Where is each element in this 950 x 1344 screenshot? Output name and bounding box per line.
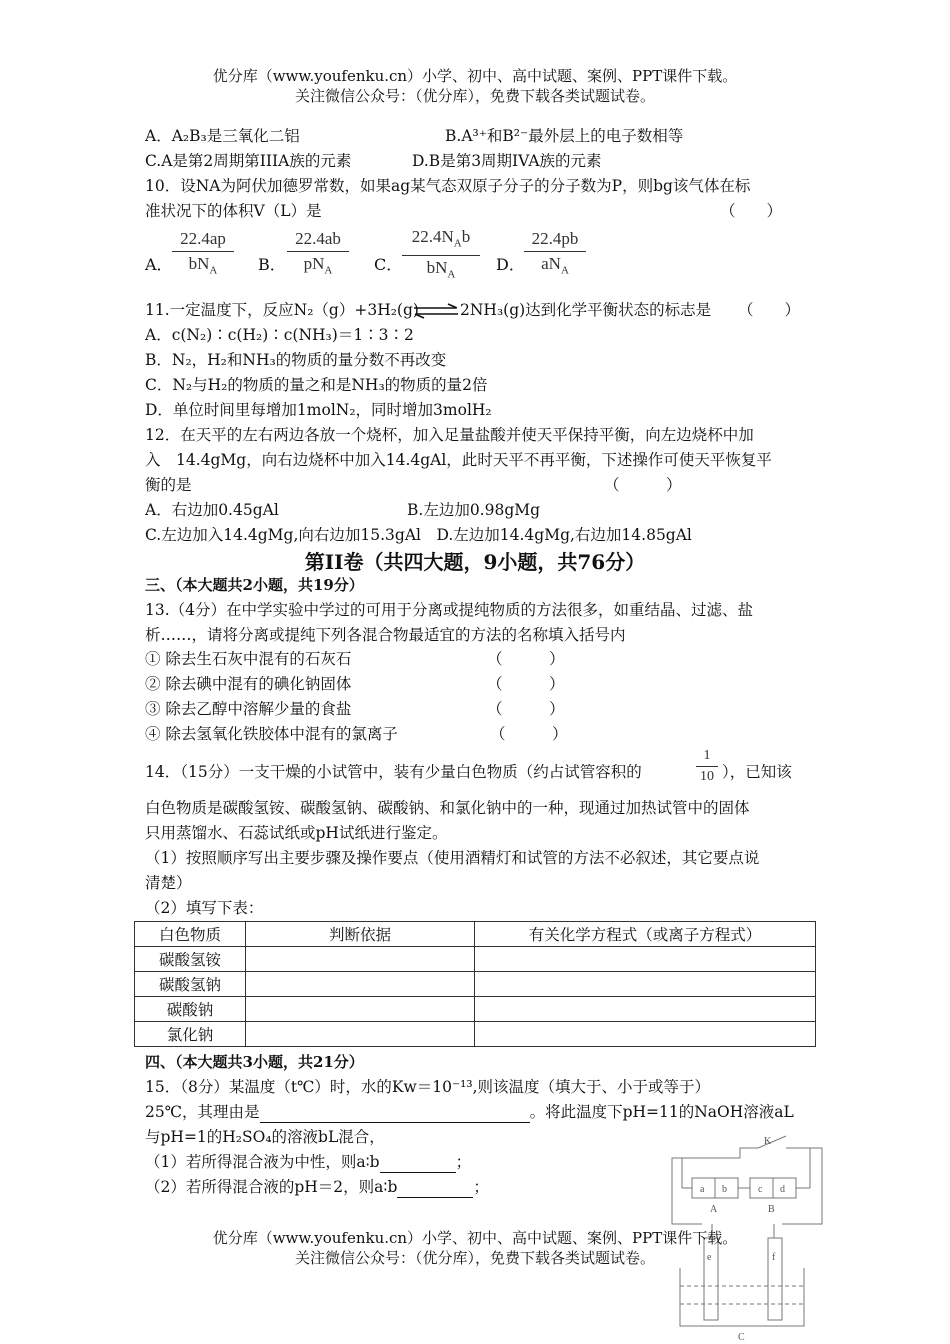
section-4-title: 四、（本大题共3小题，共21分）: [145, 1053, 364, 1071]
q12-option-a: A．右边加0.45gAl: [145, 501, 279, 519]
q10-c-denominator-sub: A: [447, 268, 456, 281]
header-line-1: 优分库（www.youfenku.cn）小学、初中、高中试题、案例、PPT课件下载。: [212, 67, 738, 85]
section-3-title: 三、（本大题共2小题，共19分）: [145, 576, 364, 594]
table-row: [135, 997, 816, 1022]
q15-sub-2: [145, 1176, 489, 1198]
q15-sub-2-semicolon: ；: [473, 1178, 489, 1196]
q12-stem-line-3: 衡的是: [145, 476, 192, 494]
q11-option-a: A．c(N₂)∶c(H₂)∶c(NH₃)＝1∶3∶2: [145, 326, 414, 344]
q15-sub-1-blank[interactable]: [380, 1154, 456, 1173]
table-cell-substance: 氯化钠: [135, 1022, 246, 1047]
table-cell-substance: 碳酸氢钠: [135, 972, 246, 997]
q10-c-numerator-sub: A: [453, 237, 462, 250]
q14-sub-2: （2）填写下表：: [145, 899, 264, 917]
q13-item-2: ② 除去碘中混有的碘化钠固体: [145, 675, 352, 693]
q10-stem-line-2: 准状况下的体积V（L）是: [145, 202, 322, 220]
q9-option-d: D.B是第3周期IVA族的元素: [412, 152, 602, 170]
q14-fraction: [696, 748, 718, 785]
table-cell-basis[interactable]: [246, 997, 475, 1022]
q14-stem-line-1b: ），已知该: [722, 763, 792, 781]
diagram-label-cell-a: A: [710, 1204, 718, 1215]
q12-answer-paren: （ ）: [604, 476, 682, 494]
q10-a-denominator-sub: A: [209, 264, 218, 277]
q12-option-cd: C.左边加入14.4gMg,向右边加15.3gAl D.左边加14.4gMg,右边加14.85gAl: [145, 526, 692, 544]
table-cell-basis[interactable]: [246, 972, 475, 997]
table-header-basis: 判断依据: [246, 922, 475, 947]
q15-sub-2-blank[interactable]: [397, 1179, 473, 1198]
q14-fraction-numerator: 1: [703, 748, 711, 763]
diagram-label-a: a: [700, 1184, 705, 1195]
q10-label-b: B．: [258, 255, 286, 274]
q11-stem-part-1: 11.一定温度下，反应N₂（g）+3H₂(g): [145, 301, 419, 319]
part-2-title: 第II卷（共四大题，9小题，共76分）: [304, 550, 646, 574]
q10-label-d: D．: [496, 255, 525, 274]
q9-option-a: A．A₂B₃是三氧化二铝: [145, 127, 300, 145]
q10-b-denominator: pN: [303, 254, 325, 273]
q13-stem-line-2: 析……，请将分离或提纯下列各混合物最适宜的方法的名称填入括号内: [145, 626, 626, 644]
table-cell-basis[interactable]: [246, 1022, 475, 1047]
table-row: [135, 972, 816, 997]
q14-sub-1-line-2: 清楚）: [145, 874, 192, 892]
diagram-label-beaker-c: C: [738, 1332, 745, 1343]
table-cell-equation[interactable]: [475, 1022, 816, 1047]
diagram-label-d: d: [780, 1184, 785, 1195]
q13-item-1-paren: （ ）: [487, 650, 565, 668]
q15-stem-line-2b: 。将此温度下pH=11的NaOH溶液aL: [529, 1103, 794, 1121]
q13-item-3: ③ 除去乙醇中溶解少量的食盐: [145, 700, 352, 718]
header-line-2: 关注微信公众号：（优分库），免费下载各类试题试卷。: [294, 87, 655, 105]
q12-option-b: B.左边加0.98gMg: [407, 501, 541, 519]
q14-answer-table: [134, 921, 816, 1047]
q15-stem-line-3: 与pH=1的H₂SO₄的溶液bL混合，: [145, 1128, 385, 1146]
q10-d-denominator-sub: A: [560, 264, 569, 277]
q15-sub-1: [145, 1151, 471, 1173]
q10-b-numerator: 22.4ab: [295, 229, 341, 248]
table-cell-substance: 碳酸氢铵: [135, 947, 246, 972]
footer-line-2: 关注微信公众号：（优分库），免费下载各类试题试卷。: [294, 1249, 655, 1267]
q11-option-c: C．N₂与H₂的物质的量之和是NH₃的物质的量2倍: [145, 376, 488, 394]
q11-option-b: B．N₂，H₂和NH₃的物质的量分数不再改变: [145, 351, 447, 369]
q13-item-4: ④ 除去氢氧化铁胶体中混有的氯离子: [145, 725, 398, 743]
q10-a-numerator: 22.4ap: [180, 229, 226, 248]
q14-stem-line-3: 只用蒸馏水、石蕊试纸或pH试纸进行鉴定。: [145, 824, 448, 842]
diagram-label-e: e: [707, 1252, 712, 1263]
q10-stem-line-1: 10．设NA为阿伏加德罗常数，如果ag某气态双原子分子的分子数为P，则bg该气体在标: [145, 177, 751, 195]
q13-stem-line-1: 13.（4分）在中学实验中学过的可用于分离或提纯物质的方法很多，如重结晶、过滤、盐: [145, 601, 754, 619]
table-header-equation: 有关化学方程式（或离子方程式）: [475, 922, 816, 947]
q14-fraction-denominator: 10: [700, 769, 714, 784]
q10-fraction-d: [524, 229, 586, 280]
q13-item-2-paren: （ ）: [487, 675, 565, 693]
q10-d-denominator: aN: [541, 254, 561, 273]
q10-a-denominator: bN: [188, 254, 210, 273]
q13-item-1: ① 除去生石灰中混有的石灰石: [145, 650, 352, 668]
q10-answer-paren: （ ）: [720, 202, 783, 220]
q15-stem-line-2: [145, 1101, 794, 1123]
diagram-label-cell-b: B: [768, 1204, 775, 1215]
q15-sub-1-semicolon: ；: [455, 1153, 472, 1171]
q12-stem-line-2: 入 14.4gMg，向右边烧杯中加入14.4gAl，此时天平不再平衡，下述操作可使天平恢复平: [145, 451, 772, 469]
table-cell-equation[interactable]: [475, 947, 816, 972]
q10-fraction-c: [402, 227, 480, 285]
table-cell-substance: 碳酸钠: [135, 997, 246, 1022]
table-row: [135, 1022, 816, 1047]
q10-fraction-a: [172, 229, 234, 280]
q14-sub-1-line-1: （1）按照顺序写出主要步骤及操作要点（使用酒精灯和试管的方法不必叙述，其它要点说: [145, 849, 760, 867]
q10-c-numerator: 22.4N: [411, 227, 454, 246]
q15-reason-blank[interactable]: [260, 1104, 530, 1123]
q10-d-numerator: 22.4pb: [531, 229, 579, 248]
diagram-label-b: b: [722, 1184, 727, 1195]
q10-c-denominator: bN: [426, 258, 448, 278]
footer-line-1: 优分库（www.youfenku.cn）小学、初中、高中试题、案例、PPT课件下载。: [212, 1229, 738, 1247]
q15-stem-line-1: 15．（8分）某温度（t℃）时，水的Kw＝10⁻¹³,则该温度（填大于、小于或等于）: [145, 1078, 711, 1096]
q12-stem-line-1: 12．在天平的左右两边各放一个烧杯，加入足量盐酸并使天平保持平衡，向左边烧杯中加: [145, 426, 754, 444]
table-row: [135, 947, 816, 972]
q13-item-4-paren: （ ）: [490, 725, 568, 743]
q11-answer-paren: （ ）: [738, 301, 801, 319]
q10-b-denominator-sub: A: [324, 264, 333, 277]
q10-fraction-b: [287, 229, 349, 280]
diagram-label-k: K: [764, 1136, 772, 1147]
table-cell-basis[interactable]: [246, 947, 475, 972]
q15-sub-2-text: （2）若所得混合液的pH＝2，则a∶b: [145, 1178, 398, 1196]
q10-label-c: C．: [374, 255, 403, 274]
q11-option-d: D．单位时间里每增加1molN₂，同时增加3molH₂: [145, 401, 492, 419]
table-header-substance: 白色物质: [135, 922, 246, 947]
equilibrium-arrow-icon: [412, 303, 460, 319]
diagram-label-f: f: [772, 1252, 776, 1263]
q14-stem-line-2: 白色物质是碳酸氢铵、碳酸氢钠、碳酸钠、和氯化钠中的一种，现通过加热试管中的固体: [145, 799, 750, 817]
q11-stem-part-2: 2NH₃(g)达到化学平衡状态的标志是: [460, 301, 712, 319]
table-cell-equation[interactable]: [475, 997, 816, 1022]
q9-option-b: B.A³⁺和B²⁻最外层上的电子数相等: [445, 127, 684, 145]
table-cell-equation[interactable]: [475, 972, 816, 997]
diagram-label-c: c: [758, 1184, 763, 1195]
q10-label-a: A．: [145, 255, 173, 274]
q15-sub-1-text: （1）若所得混合液为中性，则a∶b: [145, 1153, 380, 1171]
q9-option-c: C.A是第2周期第IIIA族的元素: [145, 152, 352, 170]
q14-stem-line-1a: 14．（15分）一支干燥的小试管中，装有少量白色物质（约占试管容积的: [145, 763, 642, 781]
q15-stem-line-2a: 25℃，其理由是: [145, 1103, 260, 1121]
q10-c-numerator-tail: b: [461, 227, 471, 246]
q13-item-3-paren: （ ）: [487, 700, 565, 718]
